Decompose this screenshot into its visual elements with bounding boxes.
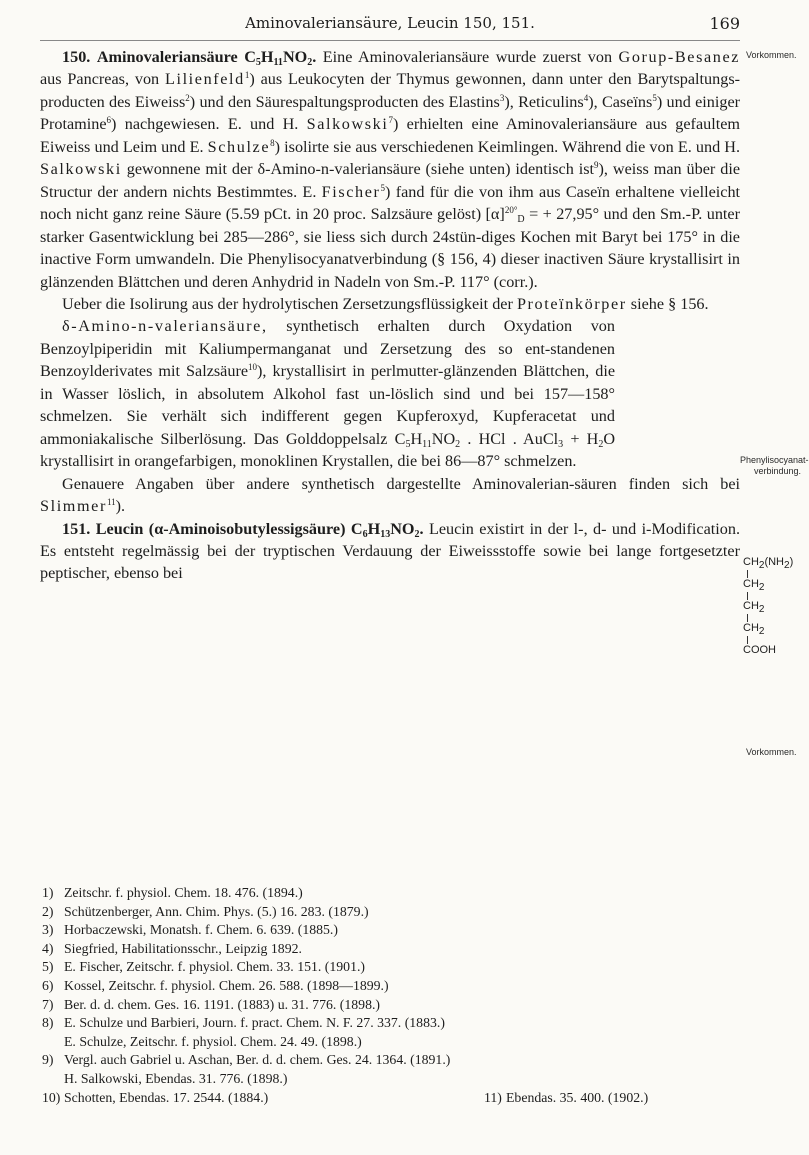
footnote: 4) Siegfried, Habilitationsschr., Leipzig 1892. <box>42 940 302 956</box>
footnote: 10) Schotten, Ebendas. 17. 2544. (1884.) <box>42 1089 269 1105</box>
author-name: Salkowski <box>306 115 389 134</box>
delta-amino-block <box>40 315 615 472</box>
structural-formula <box>743 556 793 658</box>
formula-bond <box>747 570 748 578</box>
section-number: 151. <box>62 519 91 538</box>
footnote: 6) Kossel, Zeitschr. f. physiol. Chem. 26. 588. (1898—1899.) <box>42 977 389 993</box>
footnote: 9) Vergl. auch Gabriel u. Aschan, Ber. d. d. chem. Ges. 24. 1364. (1891.) <box>42 1052 451 1068</box>
running-header <box>40 14 740 38</box>
formula-bond <box>747 614 748 622</box>
section-formula: $C_6H_{13}NO_2$. <box>350 519 424 540</box>
footnote: 5) E. Fischer, Zeitschr. f. physiol. Chem. 33. 151. (1901.) <box>42 959 366 975</box>
isolation-paragraph: Ueber die Isolirung aus der hydrolytischen Zersetzungsflüssigkeit der Proteïnkörper siehe § 156. <box>62 294 709 313</box>
section-number: 150. <box>62 48 91 66</box>
header-rule <box>40 40 740 41</box>
author-name: Schulze <box>207 137 271 156</box>
section-150-paragraph: 150. Aminovaleriansäure $C_5H_{11}NO_2$. Eine Aminovaleriansäure wurde zuerst von Gorup-Besanez aus Pancreas, von Lilienfeld$^1$) aus Leukocyten der Thymus gewonnen, dann unter den Barytspaltungs-producten des Eiweiss$^2$) und den Säurespaltungsproducten des Elastins$^3$), Reticulins$^4$), Caseïns$^5$) und einiger Protamine$^6$) nachgewiesen. E. und H. Salkowski$^7$) erhielten eine Aminovaleriansäure aus gefaultem Eiweiss und Leim und E. Schulze$^8$) isolirte sie aus verschiedenen Keimlingen. Während die von E. und H. Salkowski gewonnene mit der δ-Amino-n-valeriansäure (siehe unten) identisch ist$^9$), weiss man über die Structur der andern nichts Bestimmtes. E. Fischer$^5$) fand für die von ihm aus Caseïn erhaltene vielleicht noch nicht ganz reine Säure (5.59 pCt. in 20 proc. Salzsäure gelöst) $[\alpha]^{20^\circ}_D$ = + 27,95° und den Sm.-P. unter starker Gasentwicklung bei 285—286°, sie liess sich durch 24stün-diges Kochen mit Baryt bei 175° in die inactive Form umwandeln. Die Phenylisocyanatverbindung (§ 156, 4) dieser inactiven Säure krystallisirt in glänzenden Blättchen und deren Anhydrid in Nadeln von Sm.-P. 117° (corr.). <box>40 48 741 291</box>
formula-ch2nh2: $CH_2(NH_2)$ <box>743 556 794 571</box>
running-title: Aminovaleriansäure, Leucin 150, 151. <box>245 14 535 32</box>
footnote: 1) Zeitschr. f. physiol. Chem. 18. 476. (1894.) <box>42 885 303 900</box>
margin-note-phenylisocyanat: Phenylisocyanat- verbindung. <box>740 455 809 476</box>
footnote: 7) Ber. d. d. chem. Ges. 16. 1191. (1883) u. 31. 776. (1898.) <box>42 996 381 1012</box>
formula-ch2: $CH_2$ <box>743 578 765 593</box>
formula-bond <box>747 636 748 644</box>
formula-cooh: COOH <box>743 644 776 656</box>
further-info-paragraph: Genauere Angaben über andere synthetisch dargestellte Aminovalerian-säuren finden sich bei Slimmer$^{11}$). <box>40 474 740 516</box>
footnote-continuation: H. Salkowski, Ebendas. 31. 776. (1898.) <box>64 1070 288 1086</box>
author-name: Gorup-Besanez <box>618 48 741 66</box>
author-name: Lilienfeld <box>165 70 245 89</box>
footnote-pair <box>40 1089 740 1108</box>
main-text <box>40 46 740 585</box>
author-name: Slimmer <box>40 497 107 516</box>
section-heading: Aminovaleriansäure <box>96 48 238 66</box>
margin-note-vorkommen-leucin: Vorkommen. <box>746 747 797 757</box>
footnote: 11) Ebendas. 35. 400. (1902.) <box>484 1089 649 1105</box>
page-number: 169 <box>709 14 740 33</box>
footnote: 2) Schützenberger, Ann. Chim. Phys. (5.) 16. 283. (1879.) <box>42 903 369 919</box>
section-heading: Leucin (α-Aminoisobutylessigsäure) <box>95 519 346 538</box>
author-name: Salkowski <box>40 160 122 179</box>
formula-ch2: $CH_2$ <box>743 600 765 615</box>
author-name: Fischer <box>321 182 381 201</box>
footnotes <box>40 884 740 1107</box>
section-formula: $C_5H_{11}NO_2$. <box>244 48 317 68</box>
footnote: 8) E. Schulze und Barbieri, Journ. f. pract. Chem. N. F. 27. 337. (1883.) <box>42 1015 445 1031</box>
section-151-paragraph: 151. Leucin (α-Aminoisobutylessigsäure) $C_6H_{13}NO_2$. Leucin existirt in der l-, d- und i-Modification. Es entsteht regelmässig bei der tryptischen Verdauung der Eiweissstoffe sowie bei lange fortgesetzter peptischer, ebenso bei <box>40 519 741 583</box>
margin-note-vorkommen: Vorkommen. <box>746 50 797 60</box>
delta-amino-paragraph: δ-Amino-n-valeriansäure, synthetisch erhalten durch Oxydation von Benzoylpiperidin mit Kaliumpermanganat und Zersetzung des so ent-standenen Benzoylderivates mit Salzsäure$^{10}$), krystallisirt in perlmutter-glänzenden Blättchen, die in Wasser löslich, in absolutem Alkohol fast un-löslich sind und bei 157—158° schmelzen. Sie verhält sich indifferent gegen Kupferoxyd, Kupferacetat und ammoniakalische Silberlösung. Das Golddoppelsalz $C_5H_{11}NO_2$ . HCl . AuCl$_3$ + $H_2O$ krystallisirt in orangefarbigen, monoklinen Krystallen, die bei 86—87° schmelzen. <box>40 317 616 471</box>
footnote-continuation: E. Schulze, Zeitschr. f. physiol. Chem. 24. 49. (1898.) <box>64 1033 362 1049</box>
footnote: 3) Horbaczewski, Monatsh. f. Chem. 6. 639. (1885.) <box>42 922 338 938</box>
formula-ch2: $CH_2$ <box>743 622 765 637</box>
formula-bond <box>747 592 748 600</box>
